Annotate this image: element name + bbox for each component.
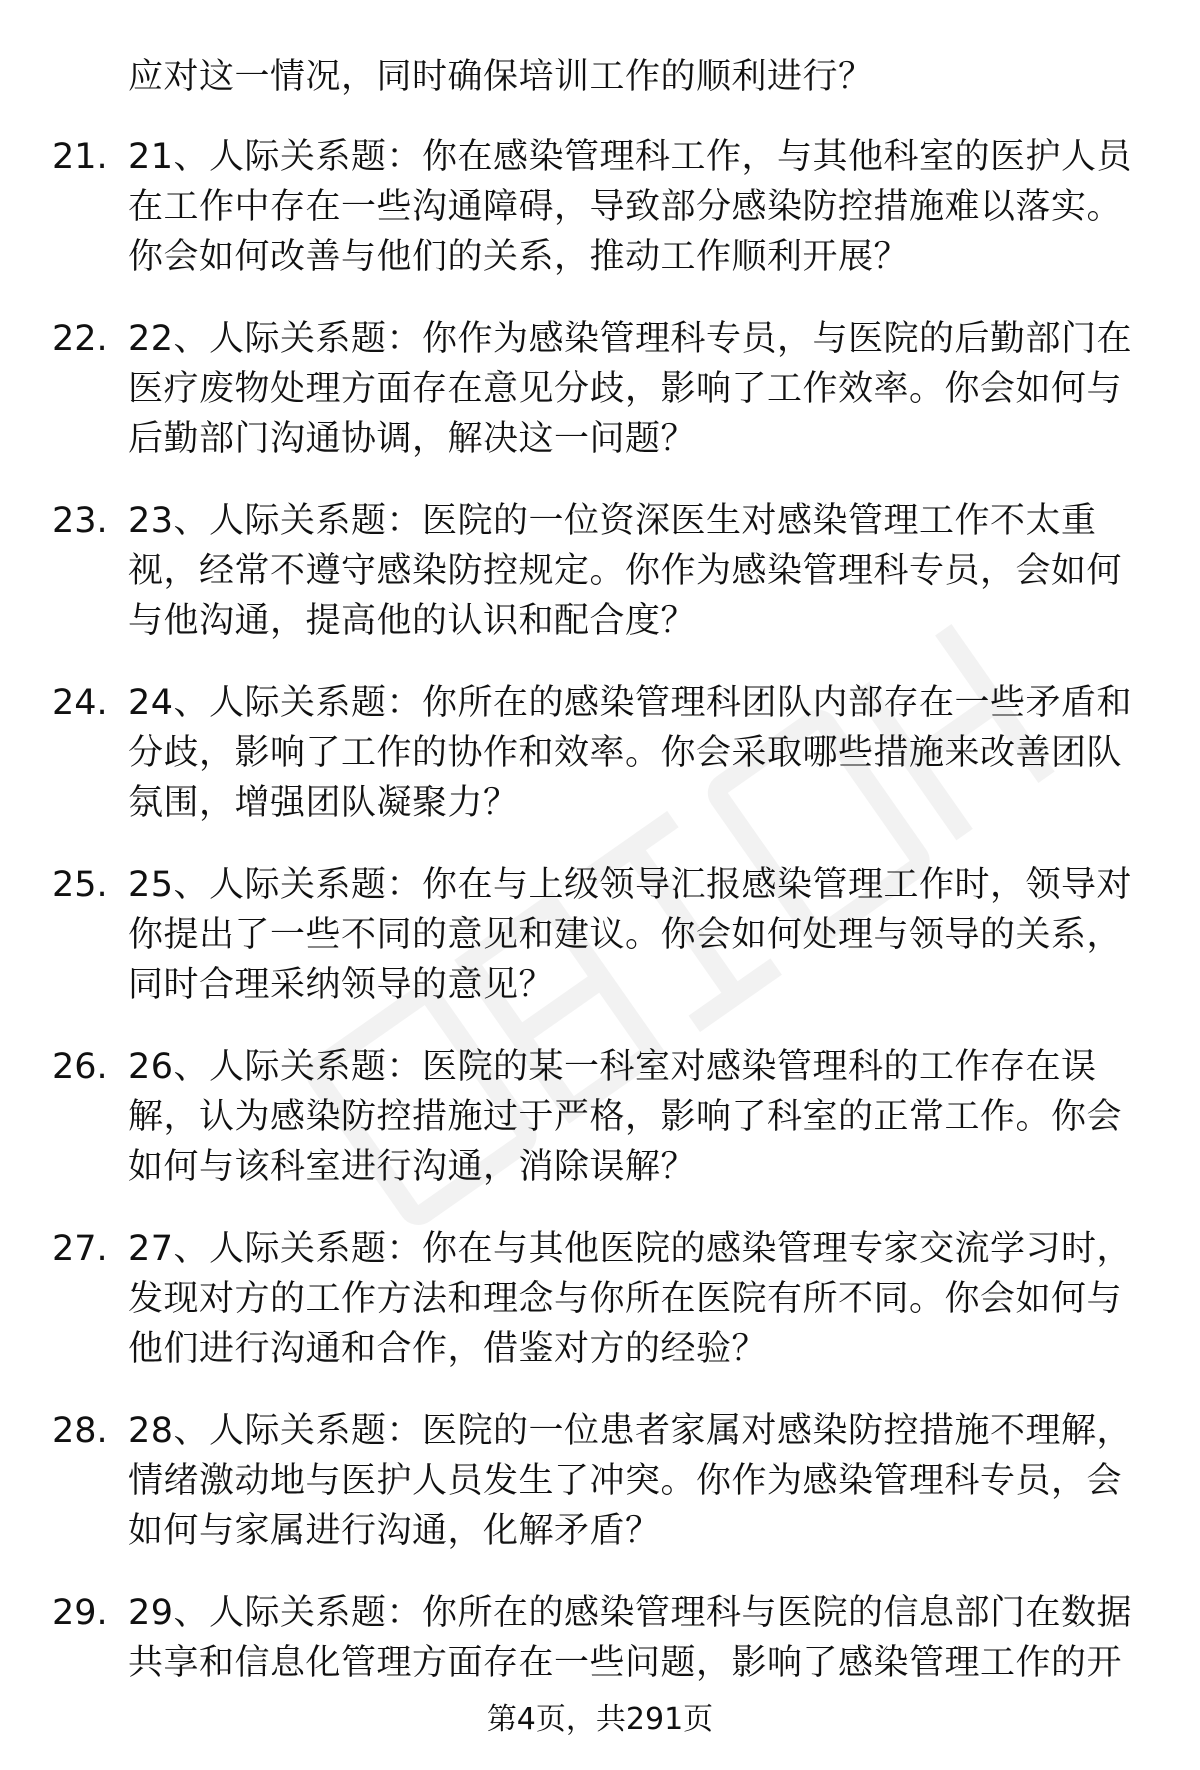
question-line: 与他沟通，提高他的认识和配合度？ [128, 601, 697, 641]
question-item [0, 1406, 1200, 1588]
question-item [0, 860, 1200, 1042]
question-line: 27、人际关系题：你在与其他医院的感染管理专家交流学习时， [128, 1229, 1133, 1269]
question-line: 29、人际关系题：你所在的感染管理科与医院的信息部门在数据 [128, 1593, 1133, 1633]
question-line: 28、人际关系题：医院的一位患者家属对感染防控措施不理解， [128, 1411, 1133, 1451]
question-text [128, 496, 1148, 646]
question-number: 22. [52, 319, 108, 359]
question-item [0, 1588, 1200, 1770]
question-number: 24. [52, 683, 108, 723]
question-line: 在工作中存在一些沟通障碍，导致部分感染防控措施难以落实。 [128, 187, 1123, 227]
question-line: 情绪激动地与医护人员发生了冲突。你作为感染管理科专员，会 [128, 1461, 1123, 1501]
question-text [128, 1406, 1148, 1556]
question-text [128, 1042, 1148, 1192]
question-text [128, 132, 1148, 282]
question-item [0, 678, 1200, 860]
question-number: 23. [52, 501, 108, 541]
question-line: 你提出了一些不同的意见和建议。你会如何处理与领导的关系， [128, 915, 1123, 955]
question-text [128, 1224, 1148, 1374]
question-text [128, 314, 1148, 464]
question-text [128, 1588, 1148, 1688]
question-item [0, 132, 1200, 314]
question-line: 视，经常不遵守感染防控规定。你作为感染管理科专员，会如何 [128, 551, 1123, 591]
question-list [0, 132, 1200, 1770]
question-line: 解，认为感染防控措施过于严格，影响了科室的正常工作。你会 [128, 1097, 1123, 1137]
question-line: 21、人际关系题：你在感染管理科工作，与其他科室的医护人员 [128, 137, 1133, 177]
question-line: 发现对方的工作方法和理念与你所在医院有所不同。你会如何与 [128, 1279, 1123, 1319]
question-line: 26、人际关系题：医院的某一科室对感染管理科的工作存在误 [128, 1047, 1097, 1087]
question-number: 29. [52, 1593, 108, 1633]
question-line: 后勤部门沟通协调，解决这一问题？ [128, 419, 697, 459]
question-text [128, 860, 1148, 1010]
question-line: 氛围，增强团队凝聚力？ [128, 783, 519, 823]
question-line: 医疗废物处理方面存在意见分歧，影响了工作效率。你会如何与 [128, 369, 1123, 409]
question-line: 同时合理采纳领导的意见？ [128, 965, 555, 1005]
question-number: 27. [52, 1229, 108, 1269]
question-line: 分歧，影响了工作的协作和效率。你会采取哪些措施来改善团队 [128, 733, 1123, 773]
continuation-text: 应对这一情况，同时确保培训工作的顺利进行？ [128, 57, 874, 97]
question-line: 你会如何改善与他们的关系，推动工作顺利开展？ [128, 237, 910, 277]
question-line: 22、人际关系题：你作为感染管理科专员，与医院的后勤部门在 [128, 319, 1133, 359]
question-number: 21. [52, 137, 108, 177]
question-item [0, 314, 1200, 496]
question-item [0, 496, 1200, 678]
question-line: 如何与该科室进行沟通，消除误解？ [128, 1147, 697, 1187]
question-line: 25、人际关系题：你在与上级领导汇报感染管理工作时，领导对 [128, 865, 1133, 905]
question-line: 24、人际关系题：你所在的感染管理科团队内部存在一些矛盾和 [128, 683, 1133, 723]
question-number: 25. [52, 865, 108, 905]
question-number: 28. [52, 1411, 108, 1451]
page-footer: 第4页，共291页 [486, 1702, 714, 1737]
question-line: 他们进行沟通和合作，借鉴对方的经验？ [128, 1329, 768, 1369]
question-text [128, 678, 1148, 828]
question-item [0, 1224, 1200, 1406]
question-number: 26. [52, 1047, 108, 1087]
question-line: 如何与家属进行沟通，化解矛盾？ [128, 1511, 661, 1551]
question-line: 23、人际关系题：医院的一位资深医生对感染管理工作不太重 [128, 501, 1097, 541]
question-item [0, 1042, 1200, 1224]
question-line: 共享和信息化管理方面存在一些问题，影响了感染管理工作的开 [128, 1643, 1123, 1683]
